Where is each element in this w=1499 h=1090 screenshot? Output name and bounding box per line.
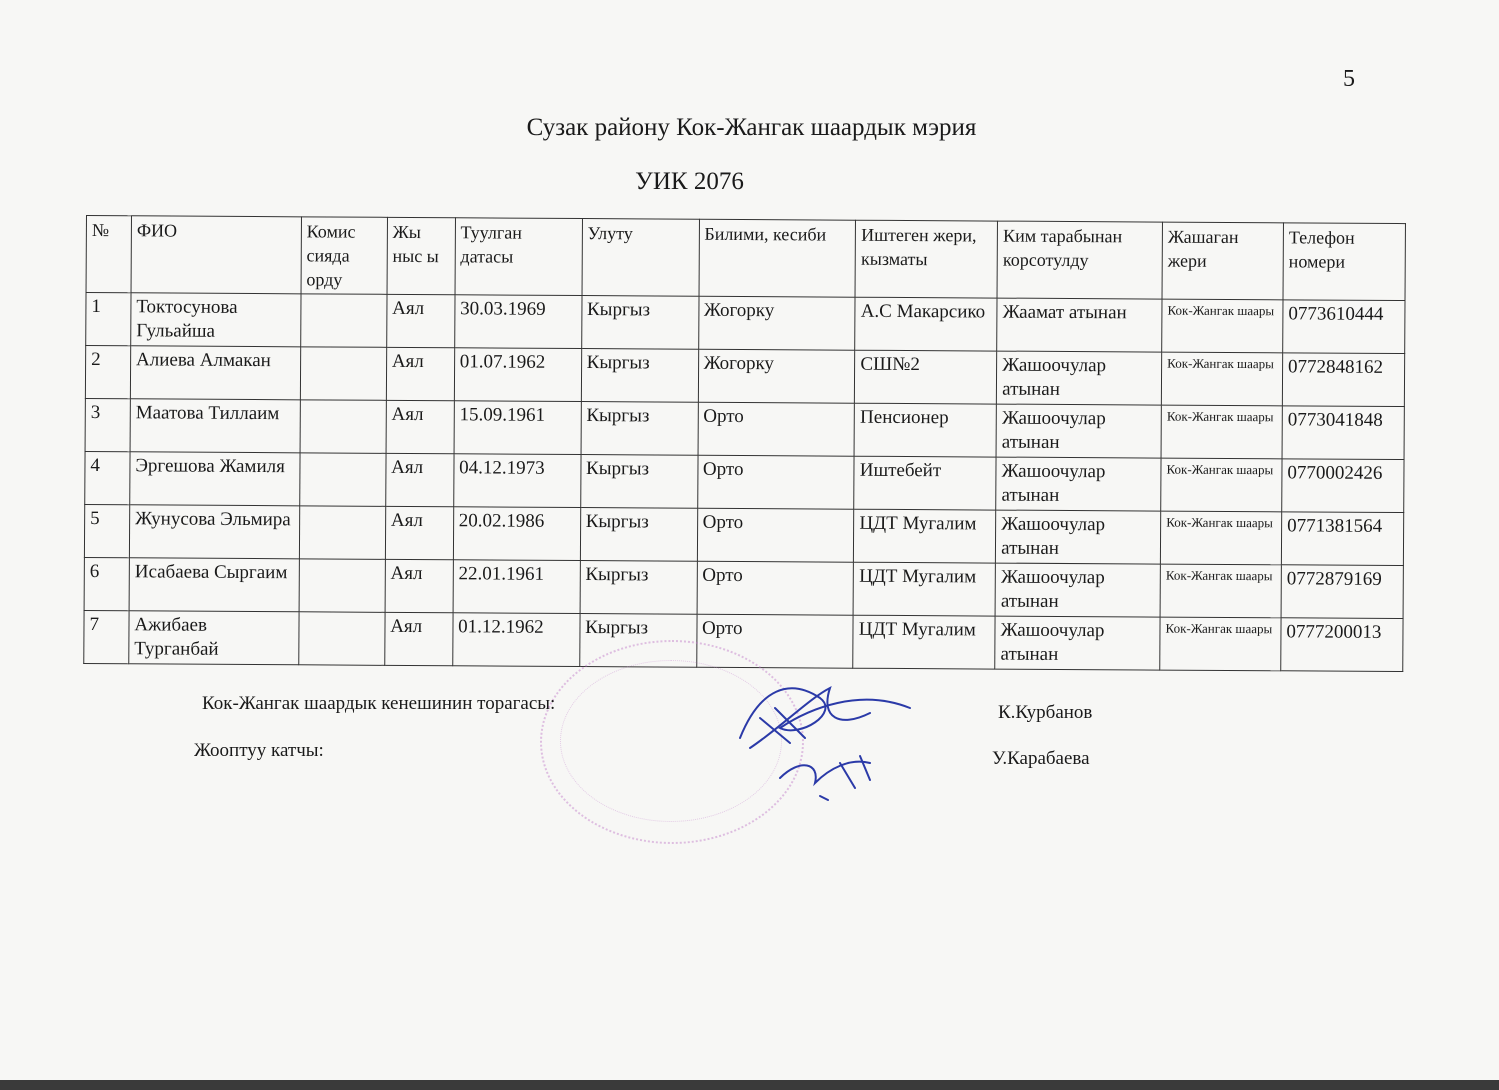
- header-residence: Жашаган жери: [1162, 222, 1283, 300]
- cell-birth: 15.09.1961: [454, 401, 581, 455]
- cell-work: ЦДТ Мугалим: [853, 562, 995, 616]
- cell-gender: Аял: [385, 559, 453, 612]
- cell-num: 3: [85, 398, 130, 451]
- handwritten-signature: [720, 668, 930, 808]
- cell-nominated: Жашоочулар атынан: [996, 510, 1161, 564]
- cell-phone: 0772848162: [1282, 353, 1404, 407]
- cell-role: [299, 559, 385, 613]
- cell-birth: 20.02.1986: [453, 507, 580, 561]
- chair-label: Кок-Жангак шаардык кенешинин торагасы:: [202, 693, 556, 714]
- cell-nominated: Жашоочулар атынан: [996, 457, 1161, 511]
- cell-num: 1: [86, 293, 131, 346]
- cell-birth: 04.12.1973: [453, 454, 580, 508]
- cell-work: Иштебейт: [854, 456, 996, 510]
- cell-work: А.С Макарсико: [855, 297, 997, 351]
- cell-nominated: Жашоочулар атынан: [995, 563, 1160, 617]
- cell-num: 6: [84, 557, 129, 610]
- header-gender: Жы ныс ы: [387, 217, 455, 294]
- secretary-label: Жооптуу катчы:: [194, 740, 324, 761]
- cell-birth: 22.01.1961: [453, 560, 580, 614]
- cell-fio: Эргешова Жамиля: [130, 452, 300, 506]
- cell-gender: Аял: [385, 453, 453, 506]
- cell-role: [300, 347, 386, 401]
- cell-residence: Кок-Жангак шаары: [1161, 405, 1282, 459]
- header-role: Комис сияда орду: [301, 217, 387, 295]
- cell-birth: 01.12.1962: [452, 613, 579, 667]
- header-edu: Билими, кесиби: [699, 219, 856, 297]
- cell-fio: Ажибаев Турганбай: [129, 611, 299, 665]
- cell-nominated: Жашоочулар атынан: [997, 351, 1162, 405]
- cell-gender: Аял: [385, 506, 453, 559]
- header-fio: ФИО: [131, 216, 301, 294]
- document-title: Сузак району Кок-Жангак шаардык мэрия: [526, 114, 977, 141]
- cell-nation: Кыргыз: [581, 349, 698, 403]
- cell-num: 5: [84, 504, 129, 557]
- cell-role: [299, 506, 385, 560]
- table-row: [84, 557, 1403, 618]
- header-birth: Туулган датасы: [455, 218, 582, 296]
- cell-nominated: Жашоочулар атынан: [996, 404, 1161, 458]
- header-phone: Телефон номери: [1283, 223, 1405, 301]
- cell-phone: 0773610444: [1283, 300, 1405, 354]
- cell-work: Пенсионер: [854, 403, 996, 457]
- cell-edu: Жогорку: [698, 349, 855, 403]
- table-header-row: [86, 216, 1405, 301]
- header-work: Иштеген жери, кызматы: [855, 220, 997, 298]
- cell-nation: Кыргыз: [580, 561, 697, 615]
- cell-nation: Кыргыз: [581, 296, 698, 350]
- cell-fio: Исабаева Сыргаим: [129, 558, 299, 612]
- cell-nominated: Жаамат атынан: [997, 298, 1162, 352]
- cell-phone: 0777200013: [1281, 618, 1403, 672]
- header-nation: Улуту: [582, 219, 699, 297]
- header-num: №: [86, 216, 131, 293]
- table-row: [85, 346, 1404, 407]
- secretary-name: У.Карабаева: [992, 748, 1090, 769]
- cell-edu: Орто: [697, 455, 854, 509]
- cell-phone: 0770002426: [1282, 459, 1404, 513]
- cell-role: [300, 400, 386, 454]
- table-row: [86, 293, 1405, 354]
- scan-edge-bar: [0, 1080, 1499, 1090]
- document-subtitle: УИК 2076: [635, 168, 744, 195]
- cell-gender: Аял: [386, 347, 454, 400]
- cell-gender: Аял: [386, 400, 454, 453]
- cell-role: [300, 453, 386, 507]
- cell-fio: Алиева Алмакан: [130, 346, 300, 400]
- cell-phone: 0772879169: [1281, 565, 1403, 619]
- cell-nation: Кыргыз: [581, 402, 698, 456]
- page-number: 5: [1343, 66, 1355, 92]
- cell-edu: Жогорку: [698, 296, 855, 350]
- cell-fio: Жунусова Эльмира: [129, 505, 299, 559]
- cell-edu: Орто: [696, 614, 853, 668]
- cell-birth: 30.03.1969: [454, 295, 581, 349]
- chair-name: К.Курбанов: [998, 702, 1093, 723]
- cell-birth: 01.07.1962: [454, 348, 581, 402]
- cell-residence: Кок-Жангак шаары: [1161, 352, 1282, 406]
- cell-nation: Кыргыз: [580, 455, 697, 509]
- cell-edu: Орто: [697, 508, 854, 562]
- cell-fio: Маатова Тиллаим: [130, 399, 300, 453]
- cell-phone: 0773041848: [1282, 406, 1404, 460]
- cell-role: [301, 294, 387, 348]
- cell-residence: Кок-Жангак шаары: [1162, 299, 1283, 353]
- cell-edu: Орто: [698, 402, 855, 456]
- table-row: [85, 451, 1404, 512]
- cell-residence: Кок-Жангак шаары: [1160, 617, 1281, 671]
- cell-residence: Кок-Жангак шаары: [1160, 511, 1281, 565]
- cell-residence: Кок-Жангак шаары: [1161, 458, 1282, 512]
- cell-num: 7: [84, 610, 129, 663]
- cell-nominated: Жашоочулар атынан: [995, 616, 1160, 670]
- cell-residence: Кок-Жангак шаары: [1160, 564, 1281, 618]
- table-row: [84, 504, 1403, 565]
- cell-phone: 0771381564: [1281, 512, 1403, 566]
- cell-fio: Токтосунова Гульайша: [131, 293, 301, 347]
- table-row: [85, 398, 1404, 459]
- commission-members-table: [83, 215, 1406, 672]
- cell-edu: Орто: [697, 561, 854, 615]
- cell-num: 4: [85, 451, 130, 504]
- cell-nation: Кыргыз: [580, 508, 697, 562]
- cell-nation: Кыргыз: [579, 614, 696, 668]
- cell-work: СШ№2: [855, 350, 997, 404]
- cell-num: 2: [85, 346, 130, 399]
- cell-role: [299, 612, 385, 666]
- cell-work: ЦДТ Мугалим: [854, 509, 996, 563]
- cell-gender: Аял: [385, 612, 453, 665]
- cell-gender: Аял: [386, 294, 454, 347]
- cell-work: ЦДТ Мугалим: [853, 615, 995, 669]
- header-nominated: Ким тарабынан корсотулду: [997, 221, 1162, 299]
